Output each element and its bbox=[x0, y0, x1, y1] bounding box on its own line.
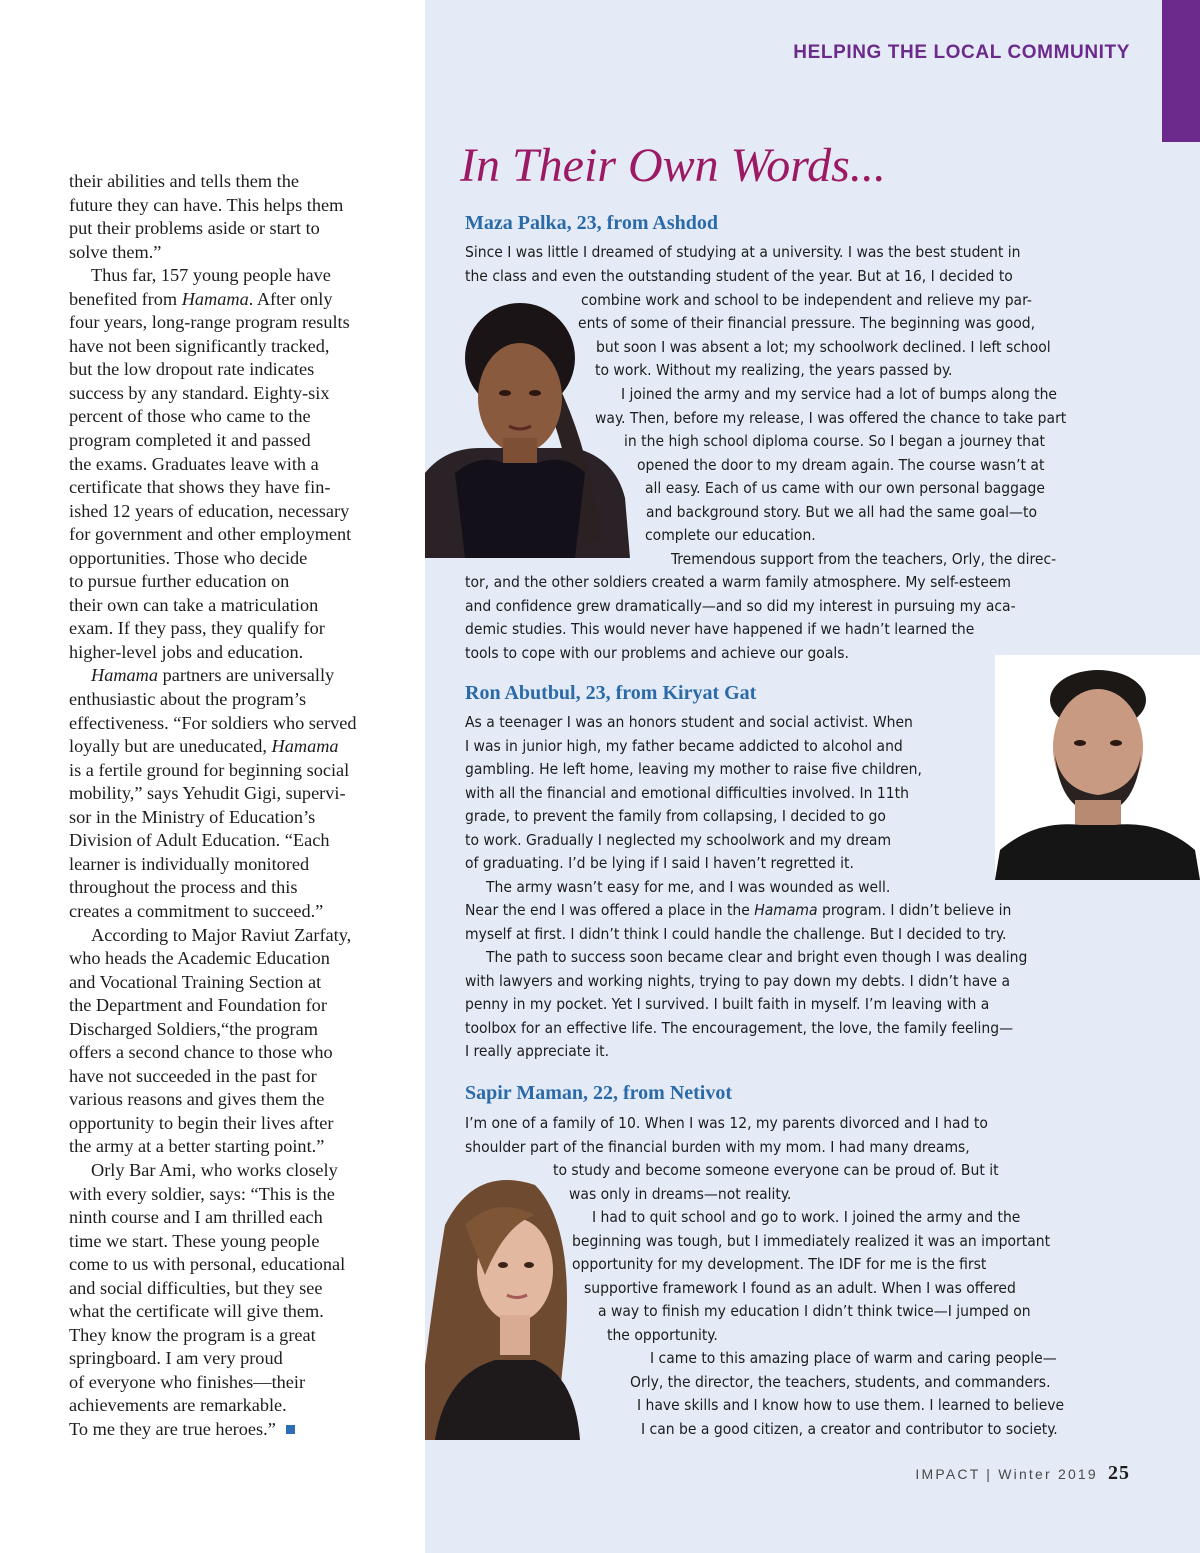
story-line: I can be a good citizen, a creator and contributor to society. bbox=[641, 1420, 1058, 1438]
story-line: gambling. He left home, leaving my mother to raise five children, bbox=[465, 760, 922, 778]
section-header: HELPING THE LOCAL COMMUNITY bbox=[793, 42, 1130, 63]
body-line: certificate that shows they have fin- bbox=[69, 477, 331, 498]
story-line: I came to this amazing place of warm and caring people— bbox=[650, 1349, 1057, 1367]
story-line: opened the door to my dream again. The course wasn’t at bbox=[637, 456, 1045, 474]
story-line: I really appreciate it. bbox=[465, 1042, 610, 1060]
story-line: toolbox for an effective life. The encouragement, the love, the family feeling— bbox=[465, 1019, 1014, 1037]
page-number: 25 bbox=[1108, 1462, 1130, 1484]
body-line: the exams. Graduates leave with a bbox=[69, 453, 319, 474]
body-line: benefited from Hamama. After only bbox=[69, 288, 333, 309]
feature-title: In Their Own Words... bbox=[460, 139, 886, 192]
story-line: with all the financial and emotional difficulties involved. In 11th bbox=[465, 784, 909, 802]
body-line: put their problems aside or start to bbox=[69, 218, 320, 239]
story-line: to study and become someone everyone can be proud of. But it bbox=[553, 1161, 999, 1179]
body-line: is a fertile ground for beginning social bbox=[69, 759, 350, 780]
body-line: Hamama partners are universally bbox=[91, 665, 335, 686]
body-line: have not been significantly tracked, bbox=[69, 335, 330, 356]
body-line: with every soldier, says: “This is the bbox=[69, 1183, 335, 1204]
body-line: achievements are remarkable. bbox=[69, 1395, 287, 1416]
story-line: way. Then, before my release, I was offered the chance to take part bbox=[595, 409, 1067, 427]
story-line: the class and even the outstanding student of the year. But at 16, I decided to bbox=[465, 267, 1013, 285]
story-line: I joined the army and my service had a lot of bumps along the bbox=[621, 385, 1057, 403]
page-footer bbox=[915, 1462, 1130, 1485]
body-line: who heads the Academic Education bbox=[69, 948, 330, 969]
body-line: their abilities and tells them the bbox=[69, 171, 299, 191]
body-line: future they can have. This helps them bbox=[69, 194, 344, 215]
body-line: sor in the Ministry of Education’s bbox=[69, 806, 316, 827]
body-line: exam. If they pass, they qualify for bbox=[69, 618, 325, 639]
story-line: but soon I was absent a lot; my schoolwork declined. I left school bbox=[596, 338, 1051, 356]
story-line: opportunity for my development. The IDF for me is the first bbox=[572, 1255, 987, 1273]
story-line: The army wasn’t easy for me, and I was wounded as well. bbox=[486, 878, 891, 896]
story-line: demic studies. This would never have happened if we hadn’t learned the bbox=[465, 620, 975, 638]
body-line: enthusiastic about the program’s bbox=[69, 689, 307, 710]
body-line: throughout the process and this bbox=[69, 877, 298, 898]
body-line: the army at a better starting point.” bbox=[69, 1136, 325, 1157]
story-line: of graduating. I’d be lying if I said I haven’t regretted it. bbox=[465, 854, 854, 872]
story-line: all easy. Each of us came with our own personal baggage bbox=[645, 479, 1045, 497]
body-line: higher-level jobs and education. bbox=[69, 641, 304, 662]
end-of-article-mark bbox=[286, 1425, 295, 1434]
story-line: in the high school diploma course. So I began a journey that bbox=[624, 432, 1045, 450]
body-line: They know the program is a great bbox=[69, 1324, 316, 1345]
story-line: ents of some of their financial pressure. The beginning was good, bbox=[578, 314, 1036, 332]
body-line: for government and other employment bbox=[69, 524, 352, 545]
publication-label: IMPACT | Winter 2019 bbox=[915, 1466, 1098, 1482]
story-line: beginning was tough, but I immediately realized it was an important bbox=[572, 1232, 1051, 1250]
story-line: Orly, the director, the teachers, students, and commanders. bbox=[630, 1373, 1051, 1391]
body-line: various reasons and gives them the bbox=[69, 1089, 325, 1110]
body-line: learner is individually monitored bbox=[69, 853, 310, 874]
body-line: offers a second chance to those who bbox=[69, 1042, 333, 1063]
body-line: According to Major Raviut Zarfaty, bbox=[91, 924, 352, 945]
story-name-ron: Ron Abutbul, 23, from Kiryat Gat bbox=[465, 682, 757, 704]
section-color-tab bbox=[1162, 0, 1200, 142]
story-line: penny in my pocket. Yet I survived. I built faith in myself. I’m leaving with a bbox=[465, 995, 990, 1013]
body-line: the Department and Foundation for bbox=[69, 995, 327, 1016]
body-line: and Vocational Training Section at bbox=[69, 971, 322, 992]
story-line: Tremendous support from the teachers, Orly, the direc- bbox=[671, 550, 1057, 568]
story-line: I had to quit school and go to work. I joined the army and the bbox=[592, 1208, 1021, 1226]
body-line: but the low dropout rate indicates bbox=[69, 359, 315, 380]
story-line: to work. Gradually I neglected my schoolwork and my dream bbox=[465, 831, 892, 849]
body-line: opportunity to begin their lives after bbox=[69, 1112, 334, 1133]
body-line: To me they are true heroes.” bbox=[69, 1418, 399, 1442]
body-line: have not succeeded in the past for bbox=[69, 1065, 317, 1086]
story-line: tor, and the other soldiers created a warm family atmosphere. My self-esteem bbox=[465, 573, 1011, 591]
left-column-text bbox=[69, 170, 399, 1442]
story-line: Near the end I was offered a place in the Hamama program. I didn’t believe in bbox=[465, 901, 1012, 919]
story-line: grade, to prevent the family from collapsing, I decided to go bbox=[465, 807, 886, 825]
body-line: four years, long-range program results bbox=[69, 312, 350, 333]
body-line: percent of those who came to the bbox=[69, 406, 311, 427]
story-line: I have skills and I know how to use them. I learned to believe bbox=[637, 1396, 1065, 1414]
story-line: shoulder part of the financial burden with my mom. I had many dreams, bbox=[465, 1138, 970, 1156]
story-line: and background story. But we all had the same goal—to bbox=[646, 503, 1037, 521]
portrait-ron-abutbul bbox=[995, 655, 1200, 880]
body-line: Orly Bar Ami, who works closely bbox=[91, 1159, 338, 1180]
story-line: The path to success soon became clear and bright even though I was dealing bbox=[486, 948, 1028, 966]
story-line: and confidence grew dramatically—and so did my interest in pursuing my aca- bbox=[465, 597, 1016, 615]
story-line: I was in junior high, my father became addicted to alcohol and bbox=[465, 737, 903, 755]
body-line: effectiveness. “For soldiers who served bbox=[69, 712, 357, 733]
body-line: time we start. These young people bbox=[69, 1230, 320, 1251]
body-line: loyally but are uneducated, Hamama bbox=[69, 736, 339, 757]
body-line: come to us with personal, educational bbox=[69, 1254, 346, 1275]
story-line: As a teenager I was an honors student and social activist. When bbox=[465, 713, 913, 731]
body-line: their own can take a matriculation bbox=[69, 594, 319, 615]
body-line: solve them.” bbox=[69, 241, 162, 262]
story-line: the opportunity. bbox=[607, 1326, 718, 1344]
portrait-sapir-maman bbox=[425, 1165, 585, 1440]
story-line: with lawyers and working nights, trying to pay down my debts. I didn’t have a bbox=[465, 972, 1011, 990]
story-line: Since I was little I dreamed of studying at a university. I was the best student in bbox=[465, 243, 1021, 261]
body-line: ished 12 years of education, necessary bbox=[69, 500, 350, 521]
story-name-maza: Maza Palka, 23, from Ashdod bbox=[465, 212, 718, 234]
story-line: was only in dreams—not reality. bbox=[569, 1185, 792, 1203]
body-line: and social difficulties, but they see bbox=[69, 1277, 323, 1298]
body-line: of everyone who finishes—their bbox=[69, 1371, 306, 1392]
body-line: success by any standard. Eighty-six bbox=[69, 382, 330, 403]
story-line: myself at first. I didn’t think I could handle the challenge. But I decided to try. bbox=[465, 925, 1007, 943]
story-line: a way to finish my education I didn’t think twice—I jumped on bbox=[598, 1302, 1031, 1320]
body-line: opportunities. Those who decide bbox=[69, 547, 308, 568]
story-line: tools to cope with our problems and achieve our goals. bbox=[465, 644, 849, 662]
body-line: Division of Adult Education. “Each bbox=[69, 830, 330, 851]
body-line: to pursue further education on bbox=[69, 571, 290, 592]
body-line: program completed it and passed bbox=[69, 430, 311, 451]
story-line: supportive framework I found as an adult. When I was offered bbox=[584, 1279, 1016, 1297]
body-line: Thus far, 157 young people have bbox=[91, 265, 331, 286]
story-line: I’m one of a family of 10. When I was 12, my parents divorced and I had to bbox=[465, 1114, 988, 1132]
story-line: complete our education. bbox=[645, 526, 816, 544]
story-line: to work. Without my realizing, the years passed by. bbox=[595, 361, 953, 379]
body-line: Discharged Soldiers,“the program bbox=[69, 1018, 318, 1039]
story-name-sapir: Sapir Maman, 22, from Netivot bbox=[465, 1082, 733, 1104]
body-line: what the certificate will give them. bbox=[69, 1301, 324, 1322]
story-line: combine work and school to be independent and relieve my par- bbox=[581, 291, 1032, 309]
body-line: springboard. I am very proud bbox=[69, 1348, 283, 1369]
body-line: mobility,” says Yehudit Gigi, supervi- bbox=[69, 783, 346, 804]
body-line: creates a commitment to succeed.” bbox=[69, 900, 324, 921]
body-line: ninth course and I am thrilled each bbox=[69, 1207, 323, 1228]
